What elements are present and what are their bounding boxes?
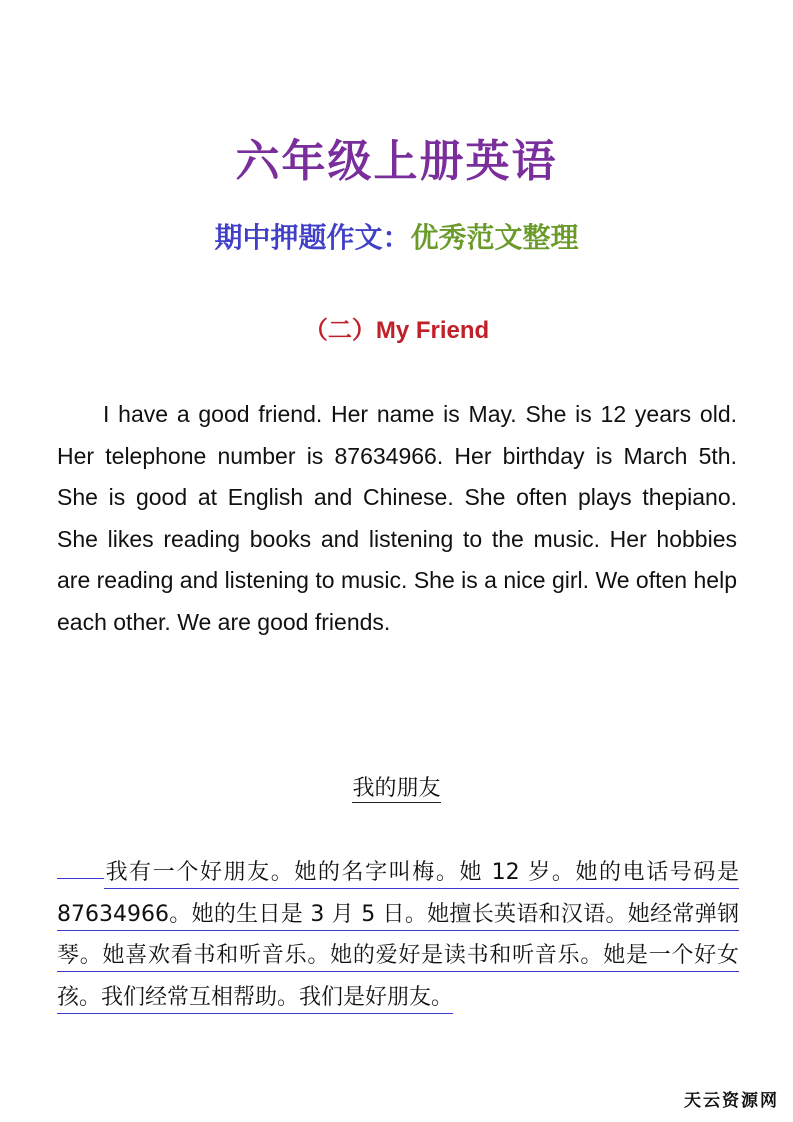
subtitle-part-2: 优秀范文整理 [410,221,579,254]
english-essay: I have a good friend. Her name is May. She is 12 years old. Her telephone number is 87634966. Her birthday is March 5th. She is good at English and Chinese. She often plays thepiano. She likes reading books and listening to the music. Her hobbies are reading and listening to music. She is a nice girl. We often help each other. We are good friends. [57,401,737,635]
page-title: 六年级上册英语 [235,136,558,187]
chinese-title [0,773,793,805]
watermark-logo: 天云资源网 [684,1091,779,1111]
paragraph-indent [57,875,104,879]
chinese-title-text: 我的朋友 [352,776,441,801]
chinese-essay [57,852,739,1018]
chinese-essay-text: 我有一个好朋友。她的名字叫梅。她 12 岁。她的电话号码是 87634966。她的生日是 3 月 5 日。她擅长英语和汉语。她经常弹钢琴。她喜欢看书和听音乐。她的爱好是读书和听音乐。她是一个好女孩。我们经常互相帮助。我们是好朋友。 [57,860,739,1014]
section-title: （二）My Friend [303,317,490,344]
page-subtitle [0,216,793,260]
subtitle-part-1: 期中押题作文： [214,221,411,254]
